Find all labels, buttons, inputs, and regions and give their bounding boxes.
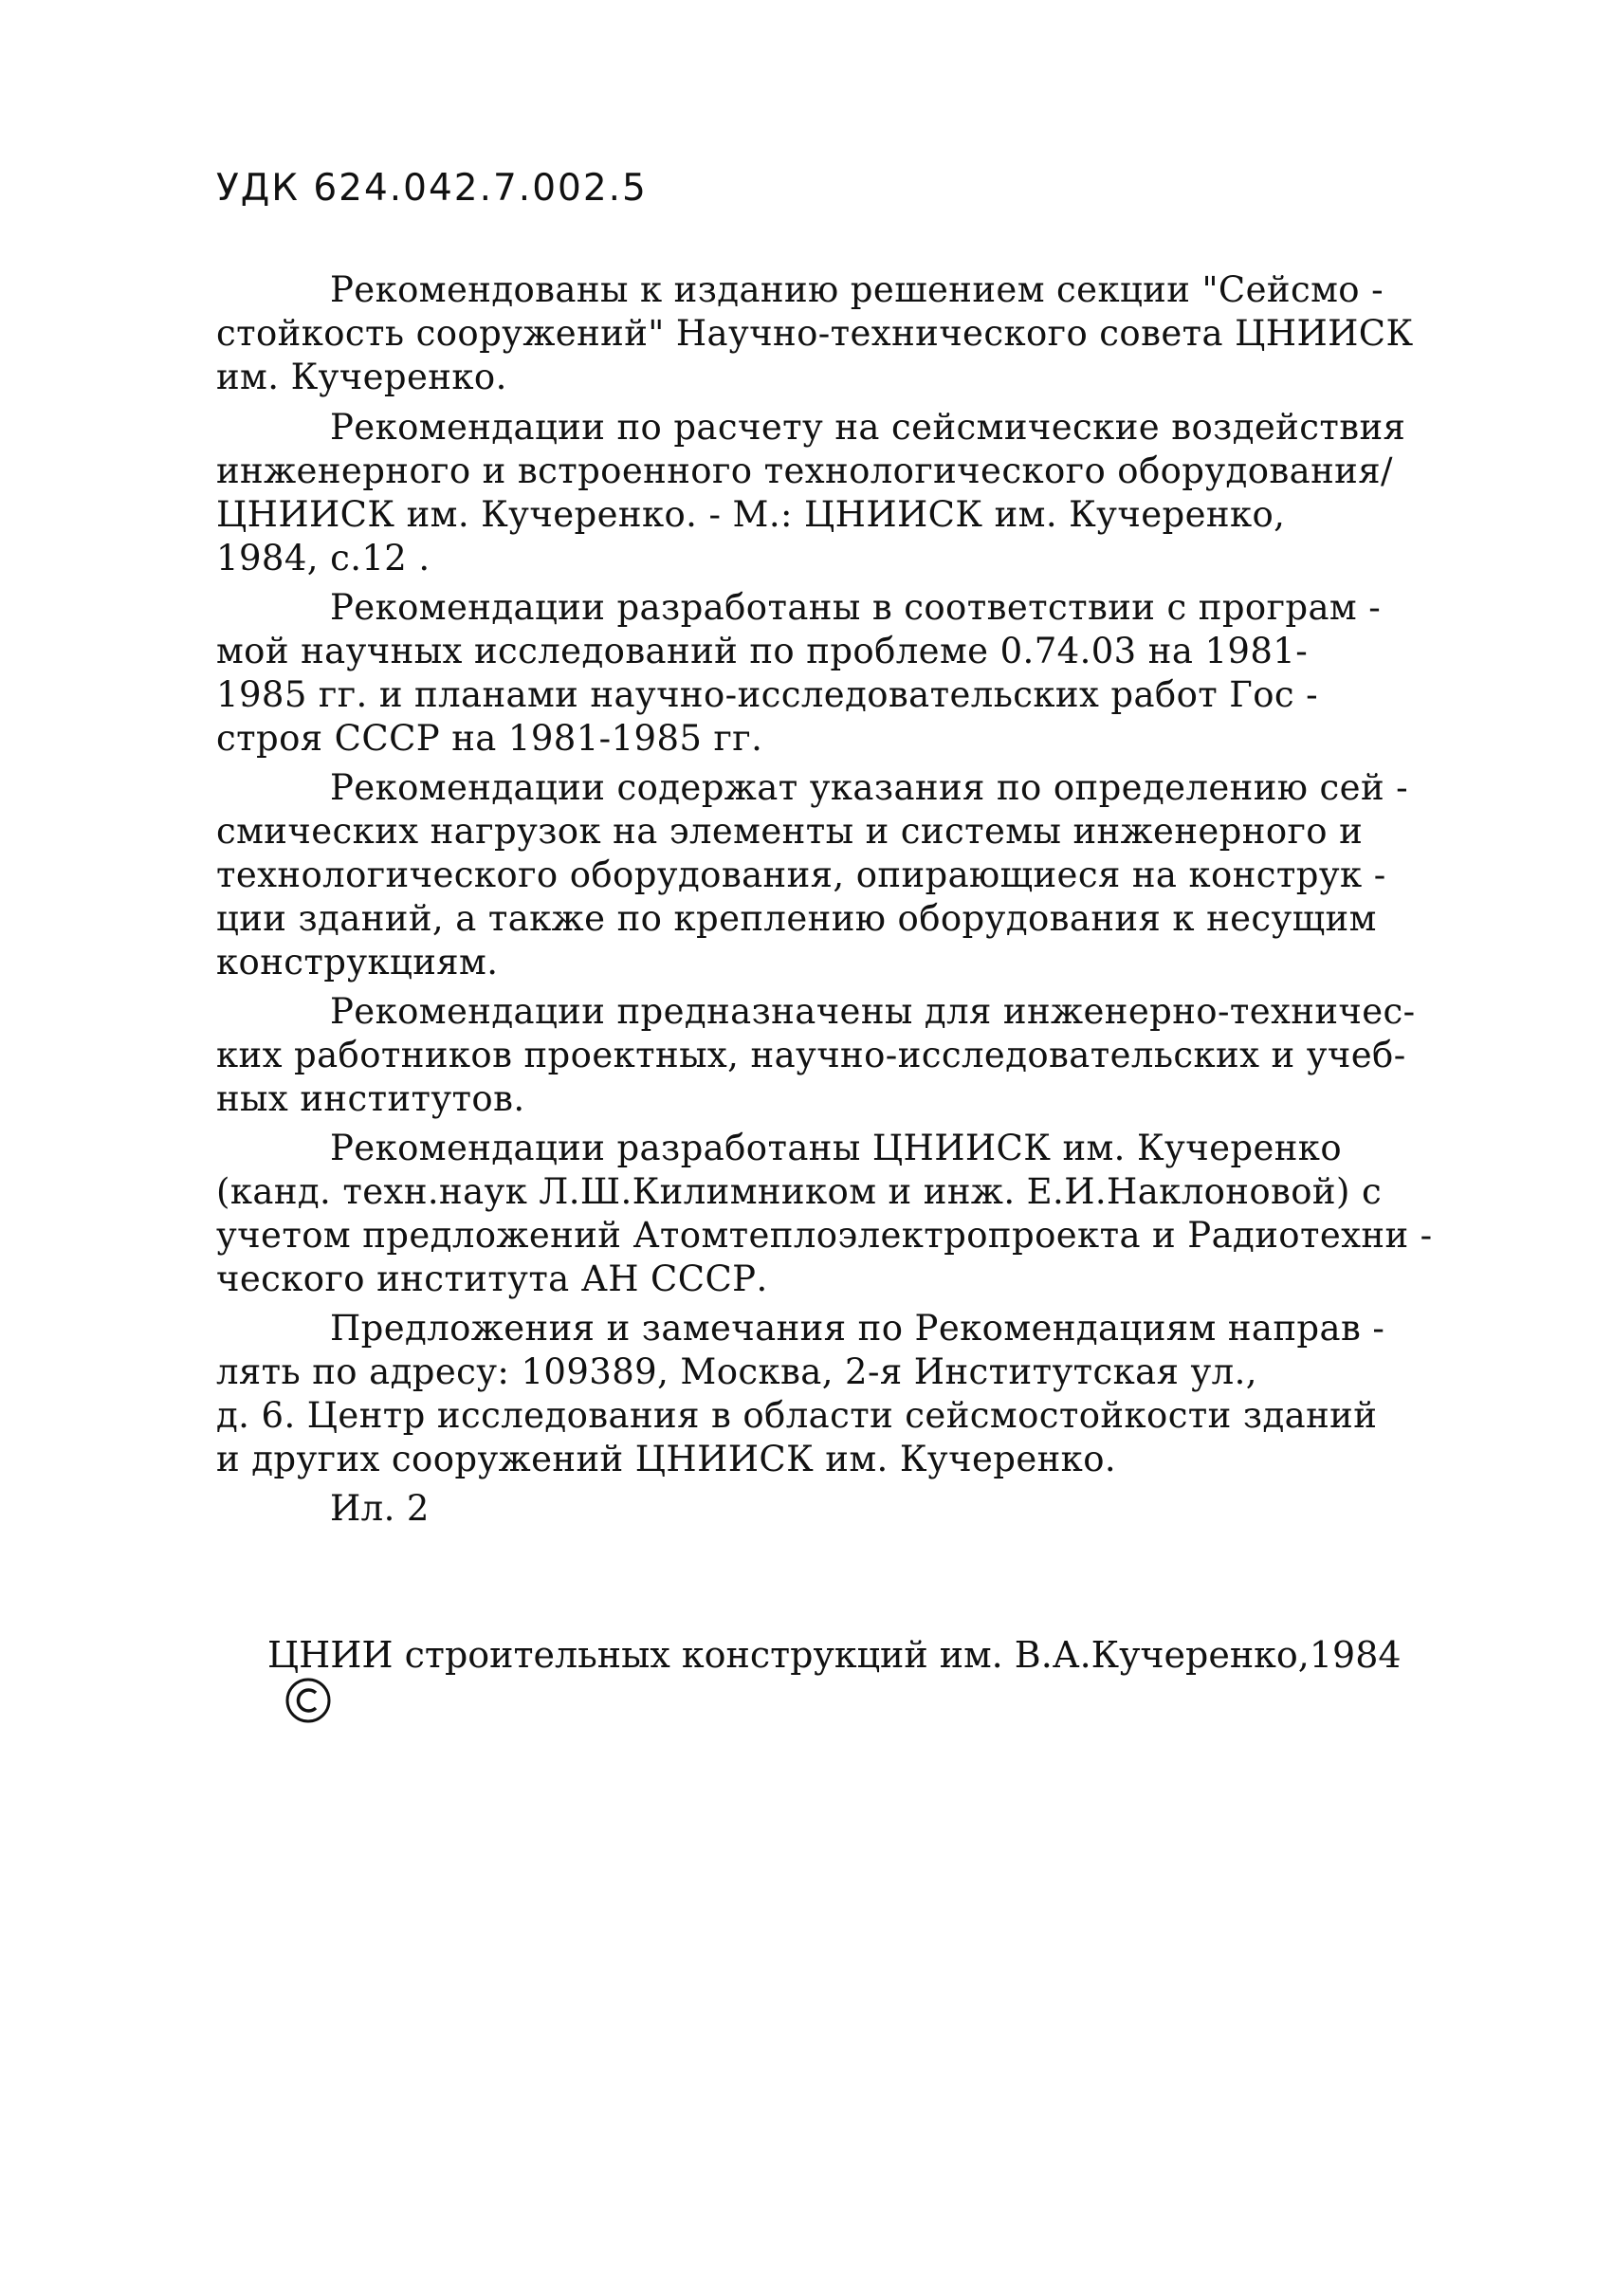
paragraph-4-line-1: Рекомендации содержат указания по определению сей - [330,767,1409,808]
paragraph-2-line-2: инженерного и встроенного технологического оборудования/ [216,450,1393,491]
paragraph-6-line-4: ческого института АН СССР. [216,1258,768,1299]
paragraph-3-line-2: мой научных исследований по проблеме 0.74.03 на 1981- [216,631,1309,671]
paragraph-4-line-2: смических нагрузок на элементы и системы инженерного и [216,811,1364,852]
paragraph-3-line-4: строя СССР на 1981-1985 гг. [216,718,763,759]
paragraph-4-line-4: ции зданий, а также по креплению оборудования к несущим [216,898,1377,939]
paragraph-1-line-3: им. Кучеренко. [216,357,507,397]
paragraph-6-line-1: Рекомендации разработаны ЦНИИСК им. Кучеренко [330,1128,1343,1168]
paragraph-2-line-4: 1984, с.12 . [216,538,431,579]
paragraph-2-line-1: Рекомендации по расчету на сейсмические воздействия [330,407,1406,448]
paragraph-6-line-2: (канд. техн.наук Л.Ш.Килимником и инж. Е.И.Наклоновой) с [216,1171,1383,1212]
paragraph-1-line-1: Рекомендованы к изданию решением секции "Сейсмо - [330,269,1384,310]
paragraph-7-line-3: д. 6. Центр исследования в области сейсмостойкости зданий [216,1395,1378,1436]
copyright-text: ЦНИИ строительных конструкций им. В.А.Кучеренко,1984 [267,1634,1402,1676]
copyright-notice [216,1631,1402,1679]
paragraph-5-line-3: ных институтов. [216,1078,525,1119]
paragraph-7-line-4: и других сооружений ЦНИИСК им. Кучеренко. [216,1439,1117,1479]
illustrations-count: Ил. 2 [330,1488,430,1529]
paragraph-3-line-1: Рекомендации разработаны в соответствии с програм - [330,587,1382,628]
paragraph-5-line-1: Рекомендации предназначены для инженерно-техничес- [330,991,1416,1032]
paragraph-6-line-3: учетом предложений Атомтеплоэлектропроекта и Радиотехни - [216,1215,1433,1256]
paragraph-4-line-3: технологического оборудования, опирающиеся на конструк - [216,854,1386,895]
paragraph-1-line-2: стойкость сооружений" Научно-технического совета ЦНИИСК [216,313,1414,354]
paragraph-2-line-3: ЦНИИСК им. Кучеренко. - М.: ЦНИИСК им. Кучеренко, [216,494,1286,535]
paragraph-4-line-5: конструкциям. [216,942,499,983]
paragraph-3-line-3: 1985 гг. и планами научно-исследовательских работ Гос - [216,674,1319,715]
udc-code: УДК 624.042.7.002.5 [216,167,648,210]
copyright-icon [216,1631,264,1679]
paragraph-7-line-1: Предложения и замечания по Рекомендациям направ - [330,1308,1385,1349]
paragraph-5-line-2: ких работников проектных, научно-исследовательских и учеб- [216,1035,1406,1075]
paragraph-7-line-2: лять по адресу: 109389, Москва, 2-я Институтская ул., [216,1351,1257,1392]
